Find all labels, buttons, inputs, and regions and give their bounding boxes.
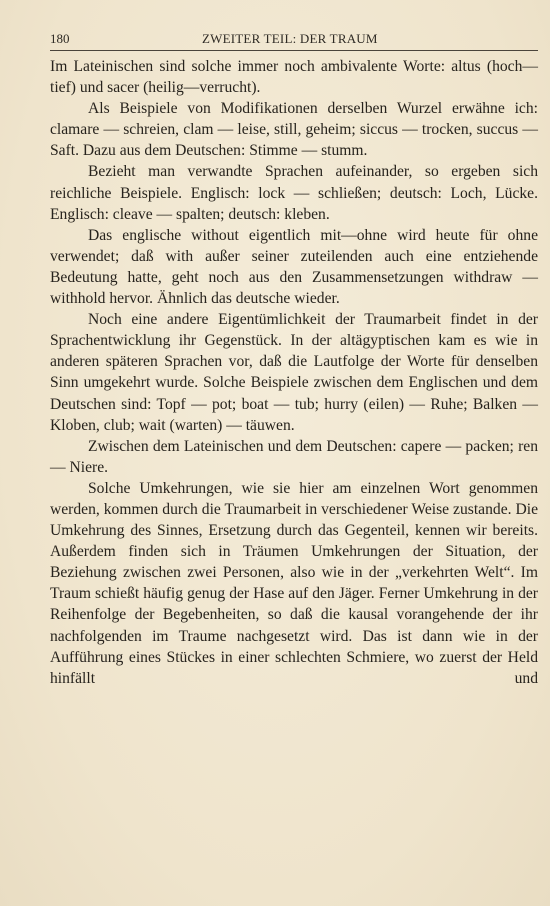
running-title: ZWEITER TEIL: DER TRAUM xyxy=(202,31,378,46)
paragraph-3: Bezieht man verwandte Sprachen aufeinander, so ergeben sich reichliche Beispiele. Englisch: lock — schließen; deutsch: Loch, Lücke. Englisch: cleave — spalten; deutsch: kleben. xyxy=(50,163,538,223)
body-text xyxy=(50,56,538,689)
header-rule xyxy=(50,50,538,51)
paragraph-7: Solche Umkehrungen, wie sie hier am einzelnen Wort genommen werden, kommen durch die Traumarbeit in verschiedener Weise zustande. Die Umkehrung des Sinnes, Ersetzung durch das Gegenteil, kennen wir bereits. Außerdem finden sich in Träumen Umkehrungen der Situation, der Beziehung zwischen zwei Personen, also wie in der „verkehrten Welt“. Im Traum schießt häufig genug der Hase auf den Jäger. Ferner Umkehrung in der Reihenfolge der Begebenheiten, so daß die kausal vorangehende der ihr nachfolgenden im Traume nachgesetzt wird. Das ist dann wie in der Aufführung eines Stückes in einer schlechten Schmiere, wo zuerst der Held hinfällt und xyxy=(50,479,538,687)
paragraph-1: Im Lateinischen sind solche immer noch ambivalente Worte: altus (hoch—tief) und sacer (heilig—verrucht). xyxy=(50,58,538,97)
paragraph-6: Zwischen dem Lateinischen und dem Deutschen: capere — packen; ren — Niere. xyxy=(50,437,538,476)
running-head xyxy=(50,31,538,49)
paragraph-5: Noch eine andere Eigentümlichkeit der Traumarbeit findet in der Sprachentwicklung ihr Gegenstück. In der altägyptischen kam es wie in anderen späteren Sprachen vor, daß die Lautfolge der Worte für denselben Sinn umgekehrt wurde. Solche Beispiele zwischen dem Englischen und dem Deutschen sind: Topf — pot; boat — tub; hurry (eilen) — Ruhe; Balken — Kloben, club; wait (warten) — täuwen. xyxy=(50,311,538,434)
paragraph-4: Das englische without eigentlich mit—ohne wird heute für ohne verwendet; daß with außer seiner zuteilenden auch eine entziehende Bedeutung hatte, geht noch aus den Zusammensetzungen withdraw — withhold hervor. Ähnlich das deutsche wieder. xyxy=(50,226,538,308)
paragraph-2: Als Beispiele von Modifikationen derselben Wurzel erwähne ich: clamare — schreien, clam — leise, still, geheim; siccus — trocken, succus — Saft. Dazu aus dem Deutschen: Stimme — stumm. xyxy=(50,100,538,160)
page-number: 180 xyxy=(50,31,70,46)
